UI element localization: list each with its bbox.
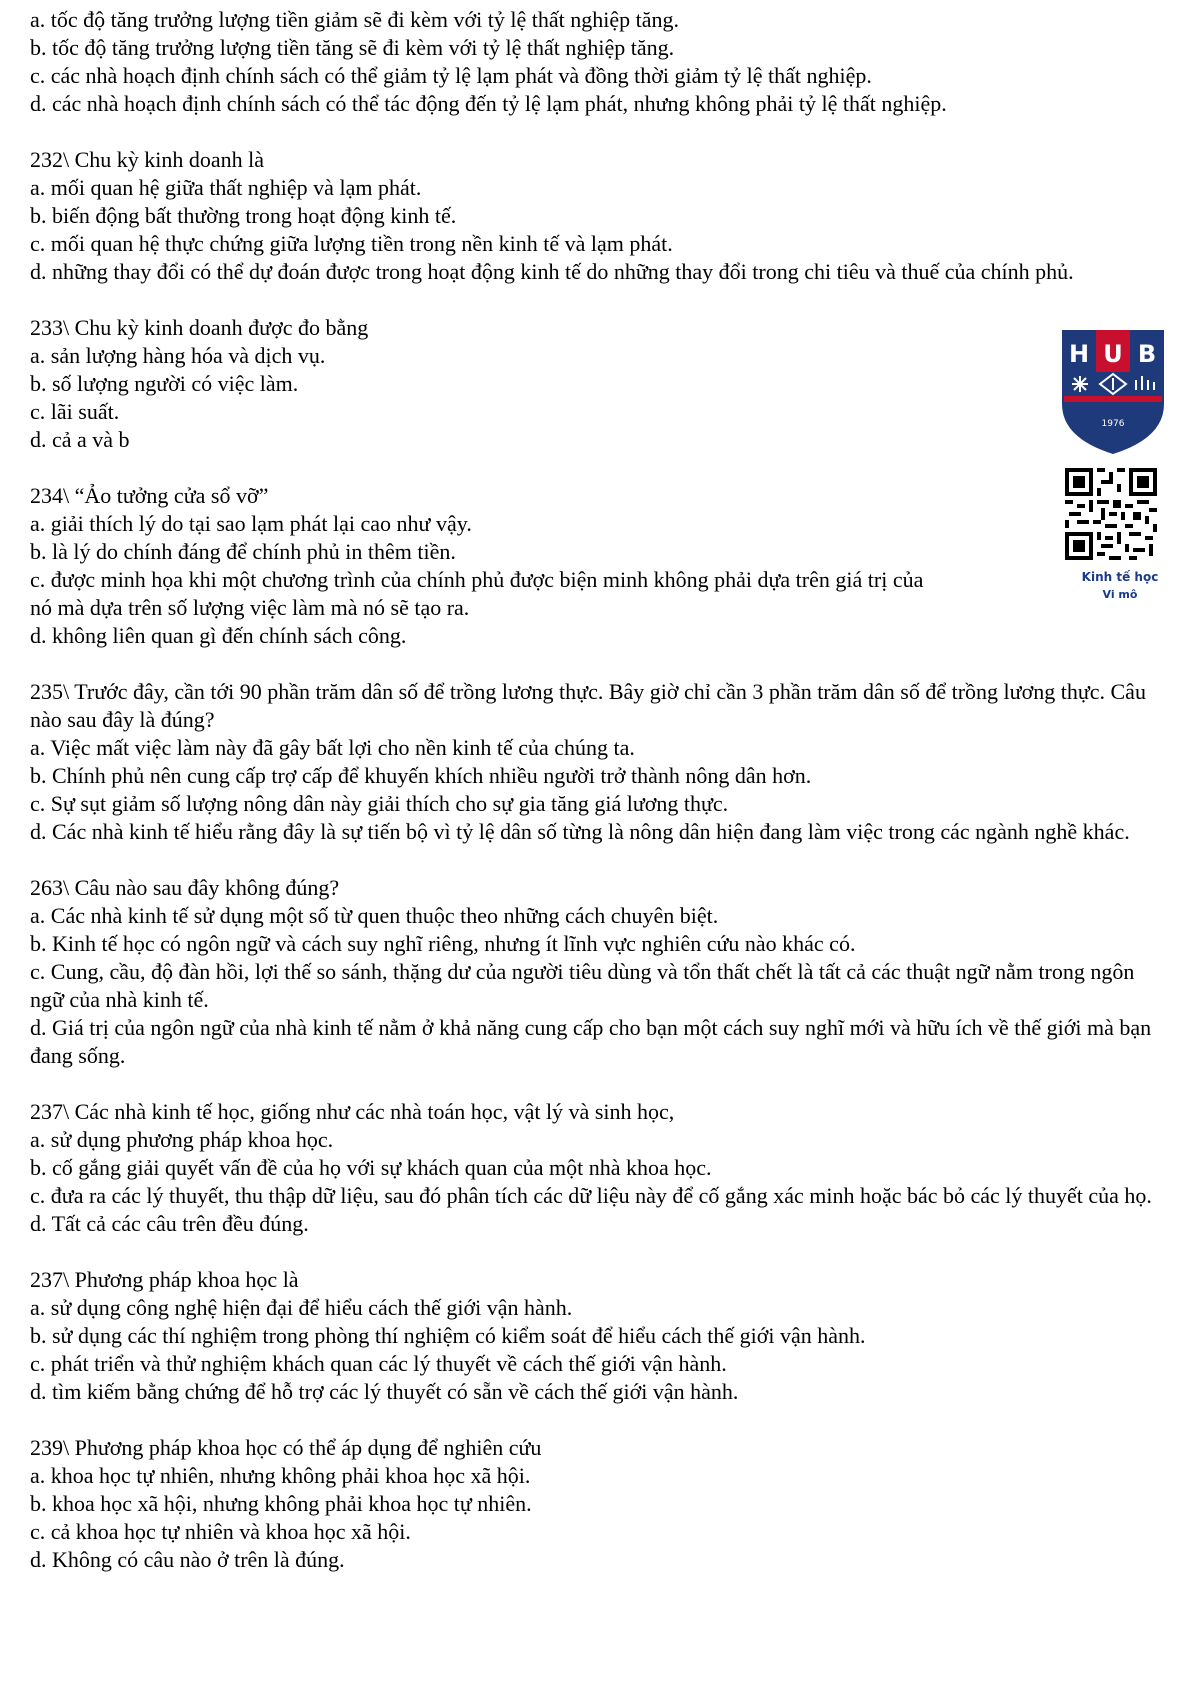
shield-icon [1058, 326, 1168, 456]
question-stem: 239\ Phương pháp khoa học có thể áp dụng để nghiên cứu [30, 1435, 542, 1460]
option: d. các nhà hoạch định chính sách có thể tác động đến tỷ lệ lạm phát, nhưng không phải tỷ lệ thất nghiệp. [30, 91, 947, 116]
option: d. Giá trị của ngôn ngữ của nhà kinh tế nằm ở khả năng cung cấp cho bạn một cách suy nghĩ mới và hữu ích về thế giới mà bạn đang sống. [30, 1015, 1152, 1068]
option: b. Kinh tế học có ngôn ngữ và cách suy nghĩ riêng, nhưng ít lĩnh vực nghiên cứu nào khác có. [30, 931, 856, 956]
option: d. tìm kiếm bằng chứng để hỗ trợ các lý thuyết có sẵn về cách thế giới vận hành. [30, 1379, 739, 1404]
question-stem: 235\ Trước đây, cần tới 90 phần trăm dân số để trồng lương thực. Bây giờ chỉ cần 3 phần trăm dân số để trồng lương thực. Câu nào sau đây là đúng? [30, 679, 1146, 732]
question-235 [30, 678, 1170, 846]
question-stem: 237\ Các nhà kinh tế học, giống như các nhà toán học, vật lý và sinh học, [30, 1099, 675, 1124]
option: a. mối quan hệ giữa thất nghiệp và lạm phát. [30, 175, 422, 200]
option: a. khoa học tự nhiên, nhưng không phải khoa học xã hội. [30, 1463, 531, 1488]
option: c. đưa ra các lý thuyết, thu thập dữ liệu, sau đó phân tích các dữ liệu này để cố gắng xác minh hoặc bác bỏ các lý thuyết của họ. [30, 1183, 1152, 1208]
question-233 [30, 314, 1170, 454]
option: b. cố gắng giải quyết vấn đề của họ với sự khách quan của một nhà khoa học. [30, 1155, 712, 1180]
option: b. số lượng người có việc làm. [30, 371, 299, 396]
option: d. những thay đổi có thể dự đoán được trong hoạt động kinh tế do những thay đổi trong chi tiêu và thuế của chính phủ. [30, 259, 1074, 284]
hub-logo [1058, 326, 1168, 456]
option: c. được minh họa khi một chương trình của chính phủ được biện minh không phải dựa trên giá trị của [30, 567, 924, 592]
option: b. là lý do chính đáng để chính phủ in thêm tiền. [30, 539, 456, 564]
option: d. cả a và b [30, 427, 130, 452]
option: d. Không có câu nào ở trên là đúng. [30, 1547, 345, 1572]
question-stem: 234\ “Ảo tưởng cửa sổ vỡ” [30, 483, 269, 508]
question-237b [30, 1266, 1170, 1406]
qr-code-icon [1065, 468, 1157, 560]
question-232 [30, 146, 1170, 286]
option: d. Các nhà kinh tế hiểu rằng đây là sự tiến bộ vì tỷ lệ dân số từng là nông dân hiện đang làm việc trong các ngành nghề khác. [30, 819, 1130, 844]
question-stem: 232\ Chu kỳ kinh doanh là [30, 147, 265, 172]
option: b. tốc độ tăng trưởng lượng tiền tăng sẽ đi kèm với tỷ lệ thất nghiệp tăng. [30, 35, 675, 60]
option: c. mối quan hệ thực chứng giữa lượng tiền trong nền kinh tế và lạm phát. [30, 231, 673, 256]
question-stem: 263\ Câu nào sau đây không đúng? [30, 875, 340, 900]
option: c. các nhà hoạch định chính sách có thể giảm tỷ lệ lạm phát và đồng thời giảm tỷ lệ thất nghiệp. [30, 63, 872, 88]
option: c. Cung, cầu, độ đàn hồi, lợi thế so sánh, thặng dư của người tiêu dùng và tổn thất chết là tất cả các thuật ngữ nằm trong ngôn ngữ của nhà kinh tế. [30, 959, 1135, 1012]
option: b. sử dụng các thí nghiệm trong phòng thí nghiệm có kiểm soát để hiểu cách thế giới vận hành. [30, 1323, 866, 1348]
logo-letter-h: H [1068, 340, 1090, 368]
option: a. Việc mất việc làm này đã gây bất lợi cho nền kinh tế của chúng ta. [30, 735, 635, 760]
option: c. cả khoa học tự nhiên và khoa học xã hội. [30, 1519, 411, 1544]
question-239 [30, 1434, 1170, 1574]
question-234 [30, 482, 1170, 650]
option: a. Các nhà kinh tế sử dụng một số từ quen thuộc theo những cách chuyên biệt. [30, 903, 719, 928]
option: d. không liên quan gì đến chính sách công. [30, 623, 407, 648]
question-stem: 233\ Chu kỳ kinh doanh được đo bằng [30, 315, 369, 340]
option: d. Tất cả các câu trên đều đúng. [30, 1211, 309, 1236]
document-page [30, 6, 1170, 1602]
option: b. khoa học xã hội, nhưng không phải khoa học tự nhiên. [30, 1491, 532, 1516]
question-intro [30, 6, 1170, 118]
option: a. sản lượng hàng hóa và dịch vụ. [30, 343, 326, 368]
option-continuation: nó mà dựa trên số lượng việc làm mà nó sẽ tạo ra. [30, 595, 470, 620]
option: b. Chính phủ nên cung cấp trợ cấp để khuyến khích nhiều người trở thành nông dân hơn. [30, 763, 812, 788]
option: c. lãi suất. [30, 399, 120, 424]
logo-letter-u: U [1103, 340, 1123, 368]
logo-caption-branch: Vi mô [1102, 588, 1138, 601]
option: c. phát triển và thử nghiệm khách quan các lý thuyết về cách thế giới vận hành. [30, 1351, 727, 1376]
question-237a [30, 1098, 1170, 1238]
logo-caption-subject: Kinh tế học [1081, 570, 1159, 584]
option: c. Sự sụt giảm số lượng nông dân này giải thích cho sự gia tăng giá lương thực. [30, 791, 729, 816]
option: a. tốc độ tăng trưởng lượng tiền giảm sẽ đi kèm với tỷ lệ thất nghiệp tăng. [30, 7, 679, 32]
question-263 [30, 874, 1170, 1070]
option: a. sử dụng phương pháp khoa học. [30, 1127, 334, 1152]
option: a. giải thích lý do tại sao lạm phát lại cao như vậy. [30, 511, 472, 536]
option: a. sử dụng công nghệ hiện đại để hiểu cách thế giới vận hành. [30, 1295, 573, 1320]
option: b. biến động bất thường trong hoạt động kinh tế. [30, 203, 457, 228]
logo-year: 1976 [1101, 419, 1125, 429]
question-stem: 237\ Phương pháp khoa học là [30, 1267, 299, 1292]
logo-letter-b: B [1137, 340, 1157, 368]
